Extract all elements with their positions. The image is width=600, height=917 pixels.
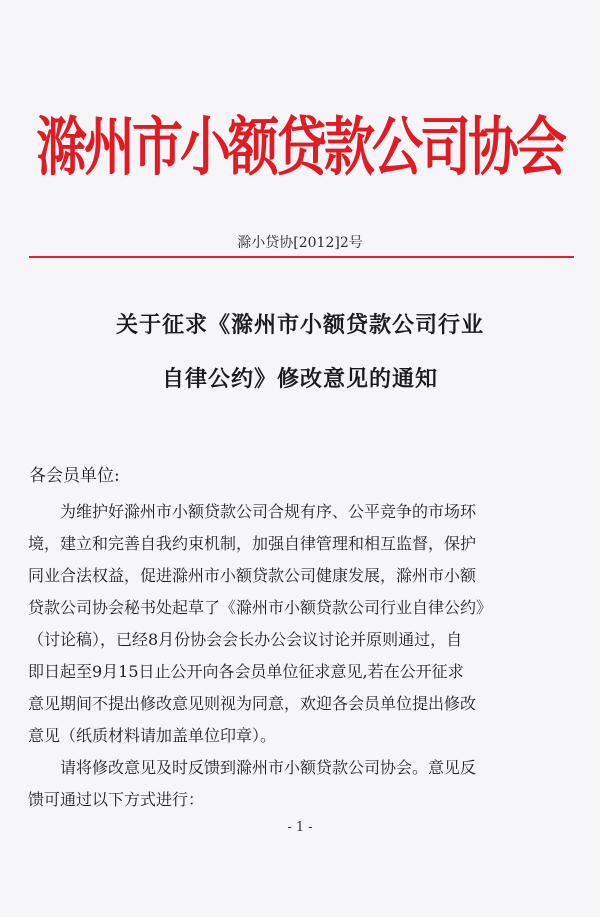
body-line: 贷款公司协会秘书处起草了《滁州市小额贷款公司行业自律公约》	[28, 598, 493, 617]
body-line: 馈可通过以下方式进行：	[28, 790, 205, 809]
body-line: 意见（纸质材料请加盖单位印章）。	[28, 726, 277, 745]
body-line: 请将修改意见及时反馈到滁州市小额贷款公司协会。意见反	[28, 758, 477, 777]
red-divider-line	[29, 256, 574, 258]
body-line: 境，建立和完善自我约束机制，加强自律管理和相互监督，保护	[28, 534, 477, 553]
body-line: 同业合法权益，促进滁州市小额贷款公司健康发展，滁州市小额	[28, 566, 477, 585]
body-line: （讨论稿），已经8月份协会会长办公会议讨论并原则通过，自	[28, 630, 463, 649]
body-line: 意见期间不提出修改意见则视为同意，欢迎各会员单位提出修改	[28, 694, 477, 713]
organization-letterhead: 滁州市小额贷款公司协会	[35, 110, 564, 185]
body-line: 为维护好滁州市小额贷款公司合规有序、公平竞争的市场环	[28, 502, 477, 521]
body-line: 即日起至9月15日止公开向各会员单位征求意见,若在公开征求	[28, 662, 464, 681]
document-number: 滁小贷协[2012]2号	[237, 235, 363, 251]
page-number: - 1 -	[287, 820, 313, 835]
notice-title-line-2: 自律公约》修改意见的通知	[161, 366, 438, 392]
salutation: 各会员单位:	[29, 466, 120, 486]
notice-title-line-1: 关于征求《滁州市小额贷款公司行业	[115, 312, 484, 338]
